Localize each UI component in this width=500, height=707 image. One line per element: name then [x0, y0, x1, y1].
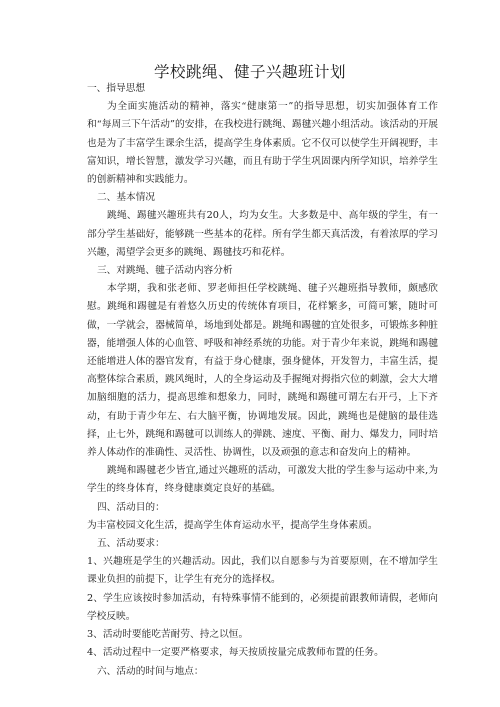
para-activity-purpose: 为丰富校园文化生活，提高学生体育运动水平，提高学生身体素质。 — [87, 519, 378, 531]
para-content-analysis-1: 本学期，我和张老师、罗老师担任学校跳绳、毽子兴趣班指导教师，颇感欣慰。跳绳和踢毽是有着悠久历史的传统体育项目，花样繁多，可简可繁，随时可做，一学就会，器械简单，场地到处都是。跳绳和踢毽的宜处很多，可锻炼多种脏器，能增强人体的心血管、呼吸和神经系统的功能。对于青少年来说，跳绳和踢毽还能增进人体的器官发育，有益于身心健康，强身健体，开发智力，丰富生活，提高整体综合素质，跳风绳时，人的全身运动及手握绳对拇指穴位的刺激，会大大增加脑细胞的活力，提高思维和想象力，同时，跳绳和踢毽可谓左右开弓，上下齐动，有助于青少年左、右大脑平衡，协调地发展。因此，跳绳也是健脑的最佳选择，止七外，跳绳和踢毽可以训练人的弹跳、速度、平衡、耐力、爆发力，同时培养人体动作的准确性、灵活性、协调性，以及顽强的意志和奋发向上的精神。 — [87, 283, 438, 459]
requirement-item-4: 4、活动过程中一定要严格要求，每天按质按量完成教师布置的任务。 — [87, 647, 384, 659]
requirement-item-2: 2、学生应该按时参加活动，有特殊事情不能到的，必须提前跟教师请假，老师向学校反映。 — [87, 592, 438, 622]
heading-content-analysis: 三、对跳绳、毽子活动内容分析 — [97, 265, 233, 277]
requirement-item-3: 3、活动时要能吃苦耐劳、持之以恒。 — [87, 629, 249, 641]
heading-activity-purpose: 四、活动目的： — [97, 501, 165, 513]
heading-time-and-place: 六、活动的时间与地点： — [97, 665, 204, 677]
heading-activity-requirements: 五、活动要求： — [97, 538, 165, 550]
heading-basic-situation: 二、基本情况 — [97, 192, 156, 204]
document-title: 学校跳绳、健子兴趣班计划 — [153, 63, 346, 81]
para-guiding-thought: 为全面实施活动的精神，落实“健康第一”的指导思想，切实加强体育工作和“每周三下午活动”的安排，在我校进行跳绳、踢毽兴趣小组活动。该活动的开展也是为了丰富学生课余生活，提高学生身体素质。它不仅可以使学生开阔视野，丰富知识，增长智慧，激发学习兴趣，而且有助于学生巩固课内所学知识，培养学生的创新精神和实践能力。 — [87, 101, 438, 186]
heading-guiding-thought: 一、指导思想 — [87, 83, 146, 94]
document-body — [87, 80, 438, 681]
requirement-item-1: 1、兴趣班是学生的兴趣活动。因此，我们以自愿参与为首要原则，在不增加学生课业负担的前提下，让学生有充分的选择权。 — [87, 556, 438, 586]
para-content-analysis-2: 跳绳和踢毽老少皆宜,通过兴趣班的活动，可激发大批的学生参与运动中来,为学生的终身体育，终身健康奠定良好的基础。 — [87, 465, 438, 495]
para-basic-situation: 跳绳、踢毽兴趣班共有20人，均为女生。大多数是中、高年级的学生，有一部分学生基础好，能够跳一些基本的花样。所有学生都天真活泼，有着浓厚的学习兴趣，渴望学会更多的跳绳、踢毽技巧和花样。 — [87, 210, 438, 258]
